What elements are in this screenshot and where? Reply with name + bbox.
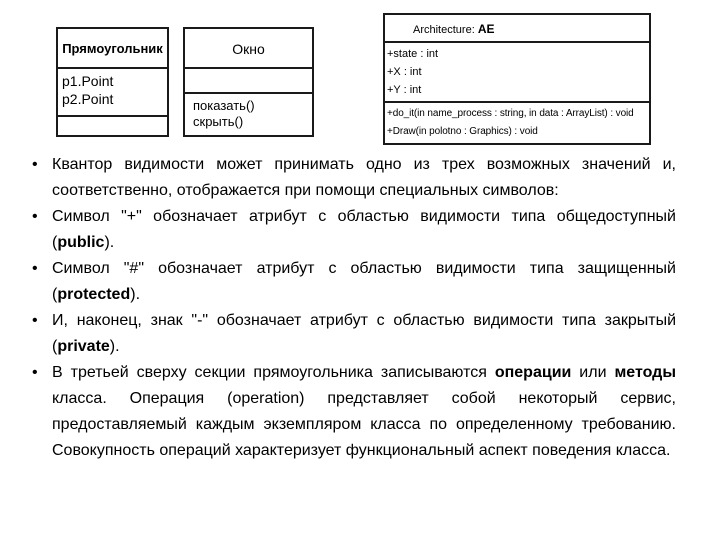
class-operations xyxy=(58,117,167,135)
attribute: +state : int xyxy=(387,48,439,60)
text-run: Квантор видимости может принимать одно из трех возможных значений и, соответственно, отображается при помощи специальных символов: xyxy=(52,156,676,199)
class-attributes xyxy=(58,69,167,117)
text-run: ). xyxy=(130,286,141,303)
class-operations xyxy=(385,103,649,141)
attribute: p1.Point xyxy=(62,73,114,89)
class-name-bold: AE xyxy=(477,22,495,36)
bold-term: public xyxy=(57,234,105,251)
uml-class-window xyxy=(183,27,314,137)
text-run: ). xyxy=(109,338,120,355)
class-operations xyxy=(185,94,312,130)
attribute: +X : int xyxy=(387,66,422,78)
operation: скрыть() xyxy=(193,114,244,129)
attribute: p2.Point xyxy=(62,91,114,107)
bullet-marker: • xyxy=(32,260,38,277)
bullet-marker: • xyxy=(32,312,38,329)
bullet-item xyxy=(32,204,676,256)
bullet-marker: • xyxy=(32,208,38,225)
uml-class-rectangle xyxy=(56,27,169,137)
text-run: Символ "#" обозначает атрибут с областью видимости типа защищенный ( xyxy=(52,260,676,303)
bold-term: private xyxy=(57,338,110,355)
bullet-item xyxy=(32,308,676,360)
bullet-list xyxy=(32,152,676,464)
bold-term: protected xyxy=(57,286,131,303)
class-name xyxy=(385,15,649,43)
bullet-text xyxy=(52,152,676,204)
text-run: ). xyxy=(104,234,115,251)
bold-term: методы xyxy=(614,364,676,381)
bullet-marker: • xyxy=(32,156,38,173)
class-name-prefix: Architecture: xyxy=(413,24,475,36)
text-run: Символ "+" обозначает атрибут с областью видимости типа общедоступный ( xyxy=(52,208,676,251)
class-attributes xyxy=(185,69,312,94)
uml-class-architecture xyxy=(383,13,651,145)
bullet-item xyxy=(32,152,676,204)
bullet-text xyxy=(52,256,676,308)
operation: показать() xyxy=(193,98,255,113)
bullet-item xyxy=(32,256,676,308)
text-run: или xyxy=(571,364,615,381)
bullet-text xyxy=(52,308,676,360)
bullet-text xyxy=(52,204,676,256)
operation: +Draw(in polotno : Graphics) : void xyxy=(387,126,538,137)
text-run: В третьей сверху секции прямоугольника записываются xyxy=(52,364,495,381)
bullet-item xyxy=(32,360,676,464)
bullet-marker: • xyxy=(32,364,38,381)
class-name: Прямоугольник xyxy=(58,29,167,69)
bold-term: операции xyxy=(494,364,572,381)
text-run: И, наконец, знак "-" обозначает атрибут с областью видимости типа закрытый ( xyxy=(52,312,676,355)
bullet-text xyxy=(52,360,676,464)
attribute: +Y : int xyxy=(387,84,422,96)
class-attributes xyxy=(385,43,649,103)
class-name: Окно xyxy=(185,29,312,69)
text-run: класса. Операция (operation) представляет собой некоторый сервис, предоставляемый каждым экземпляром класса по определенному требованию. Совокупность операций характеризует функциональный аспект поведения класса. xyxy=(52,390,676,459)
operation: +do_it(in name_process : string, in data : ArrayList) : void xyxy=(387,108,634,119)
